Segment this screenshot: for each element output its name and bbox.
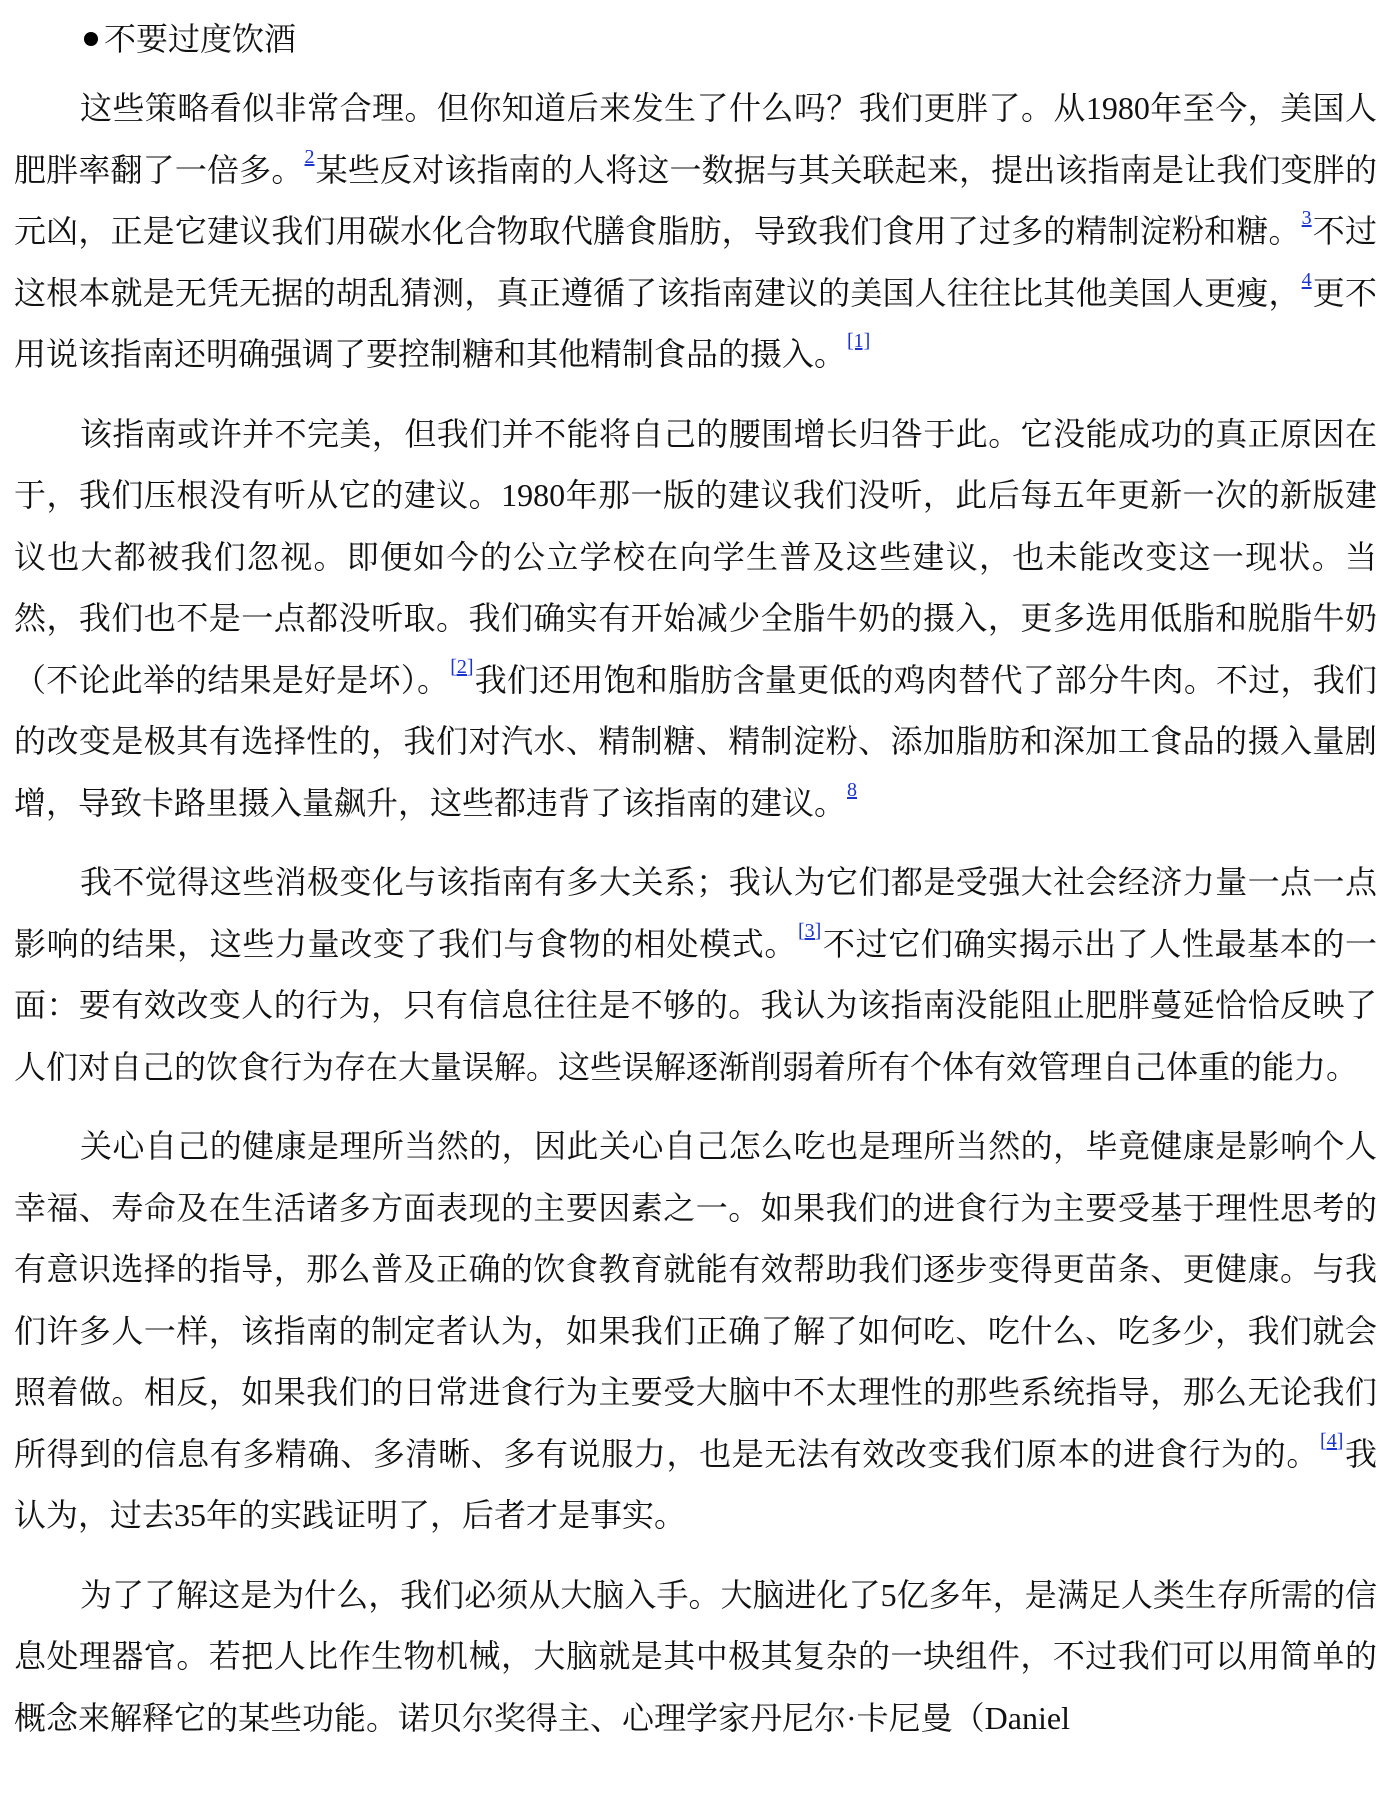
paragraph-5 — [14, 1565, 1377, 1750]
footnote-link[interactable]: 4 — [1301, 268, 1312, 291]
bullet-dot-icon — [84, 32, 98, 46]
paragraph-1 — [14, 78, 1377, 386]
paragraph-4 — [14, 1116, 1377, 1547]
paragraph-text: 不过它们确实揭示出了人性最基本的一面：要有效改变人的行为，只有信息往往是不够的。我认为该指南没能阻止肥胖蔓延恰恰反映了人们对自己的饮食行为存在大量误解。这些误解逐渐削弱着所有个体有效管理自己体重的能力。 — [14, 925, 1377, 1085]
paragraph-text: 这些策略看似非常合理。但你知道后来发生了什么吗？我们更胖了。从1980年至今，美国人肥胖率翻了一倍多。 — [14, 90, 1377, 188]
paragraph-text: 不过这根本就是无凭无据的胡乱猜测，真正遵循了该指南建议的美国人往往比其他美国人更瘦， — [14, 213, 1377, 311]
paragraph-3 — [14, 852, 1377, 1098]
paragraph-text: 该指南或许并不完美，但我们并不能将自己的腰围增长归咎于此。它没能成功的真正原因在于，我们压根没有听从它的建议。1980年那一版的建议我们没听，此后每五年更新一次的新版建议也大都被我们忽视。即便如今的公立学校在向学生普及这些建议，也未能改变这一现状。当然，我们也不是一点都没听取。我们确实有开始减少全脂牛奶的摄入，更多选用低脂和脱脂牛奶（不论此举的结果是好是坏）。 — [14, 415, 1377, 698]
paragraph-text: 我们还用饱和脂肪含量更低的鸡肉替代了部分牛肉。不过，我们的改变是极其有选择性的，我们对汽水、精制糖、精制淀粉、添加脂肪和深加工食品的摄入量剧增，导致卡路里摄入量飙升，这些都违背了该指南的建议。 — [14, 661, 1377, 821]
paragraph-2 — [14, 404, 1377, 835]
paragraph-text: 更不用说该指南还明确强调了要控制糖和其他精制食品的摄入。 — [14, 274, 1377, 372]
bullet-item — [84, 14, 1377, 64]
paragraph-text: 我认为，过去35年的实践证明了，后者才是事实。 — [14, 1435, 1377, 1533]
paragraph-text: 我不觉得这些消极变化与该指南有多大关系；我认为它们都是受强大社会经济力量一点一点影响的结果，这些力量改变了我们与食物的相处模式。 — [14, 864, 1377, 962]
footnote-link[interactable]: [1] — [847, 330, 871, 352]
footnote-link[interactable]: 3 — [1301, 207, 1312, 229]
footnote-link[interactable]: [3] — [798, 919, 822, 942]
footnote-link[interactable]: [2] — [450, 655, 474, 678]
paragraph-text: 某些反对该指南的人将这一数据与其关联起来，提出该指南是让我们变胖的元凶，正是它建议我们用碳水化合物取代膳食脂肪，导致我们食用了过多的精制淀粉和糖。 — [14, 151, 1377, 249]
bullet-text: 不要过度饮酒 — [104, 21, 297, 57]
footnote-link[interactable]: 8 — [847, 778, 858, 801]
footnote-link[interactable]: 2 — [304, 145, 315, 168]
paragraph-text: 关心自己的健康是理所当然的，因此关心自己怎么吃也是理所当然的，毕竟健康是影响个人幸福、寿命及在生活诸多方面表现的主要因素之一。如果我们的进食行为主要受基于理性思考的有意识选择的指导，那么普及正确的饮食教育就能有效帮助我们逐步变得更苗条、更健康。与我们许多人一样，该指南的制定者认为，如果我们正确了解了如何吃、吃什么、吃多少，我们就会照着做。相反，如果我们的日常进食行为主要受大脑中不太理性的那些系统指导，那么无论我们所得到的信息有多精确、多清晰、多有说服力，也是无法有效改变我们原本的进食行为的。 — [14, 1128, 1377, 1472]
footnote-link[interactable]: [4] — [1320, 1429, 1344, 1452]
paragraph-text: 为了了解这是为什么，我们必须从大脑入手。大脑进化了5亿多年，是满足人类生存所需的信息处理器官。若把人比作生物机械，大脑就是其中极其复杂的一块组件，不过我们可以用简单的概念来解释它的某些功能。诺贝尔奖得主、心理学家丹尼尔·卡尼曼（Daniel — [14, 1576, 1377, 1736]
